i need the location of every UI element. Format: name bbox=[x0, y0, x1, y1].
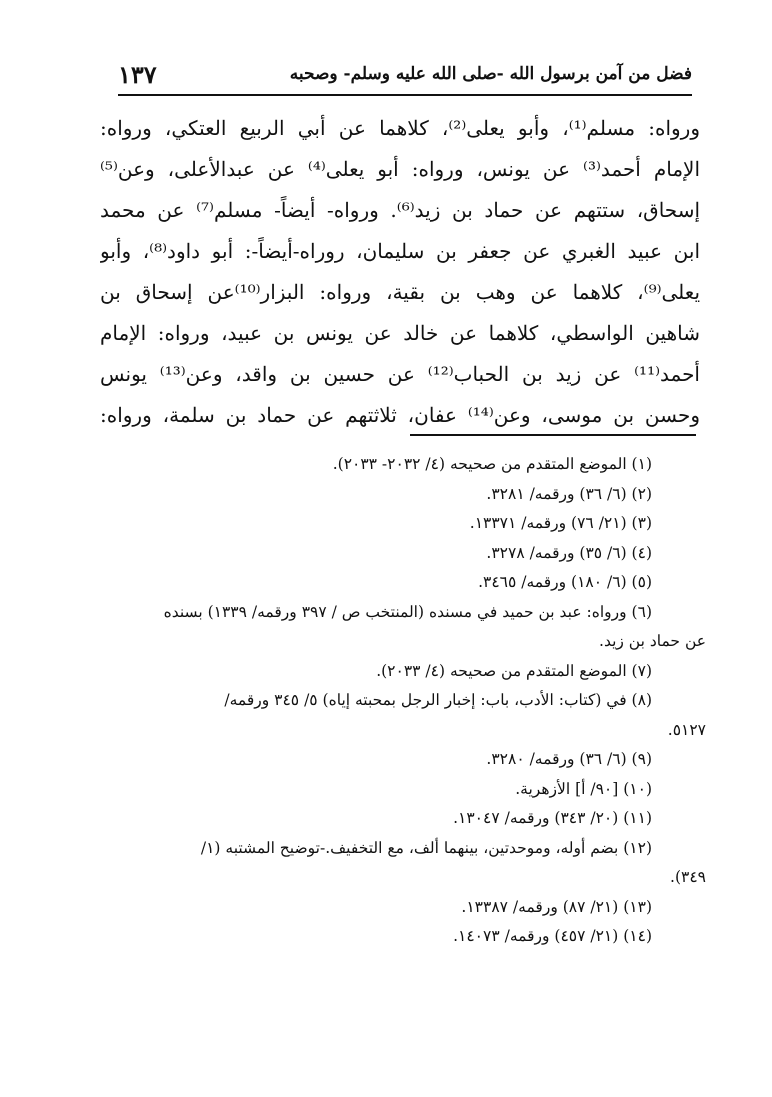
footnote-line: ٣٤٩). bbox=[670, 868, 706, 886]
text-line: أحمد⁽¹¹⁾ عن زيد بن الحباب⁽¹²⁾ عن حسين بن واقد، وعن⁽¹³⁾ يونس bbox=[100, 362, 700, 386]
page-header bbox=[118, 60, 692, 92]
footnote-line: ٥١٢٧. bbox=[667, 720, 706, 739]
footnote-line: (٧) الموضع المتقدم من صحيحه (٤/ ٢٠٣٣). bbox=[376, 661, 652, 680]
footnote-line: (٦) ورواه: عبد بن حميد في مسنده (المنتخب ص / ٣٩٧ ورقمه/ ١٣٣٩) بسنده bbox=[163, 602, 652, 621]
footnote-line: (١٠) [٩٠/ أ] الأزهرية. bbox=[515, 779, 652, 798]
footnote-line: (١٢) بضم أوله، وموحدتين، بينهما ألف، مع التخفيف.-توضيح المشتبه (١/ bbox=[200, 838, 652, 857]
text-line: ابن عبيد الغبري عن جعفر بن سليمان، روراه-أيضاً-: أبو داود⁽⁸⁾، وأبو bbox=[100, 239, 700, 263]
text-line: وحسن بن موسى، وعن⁽¹⁴⁾ عفان، ثلاثتهم عن حماد بن سلمة، ورواه: bbox=[100, 403, 700, 427]
text-line: يعلى⁽⁹⁾، كلاهما عن وهب بن بقية، ورواه: البزار⁽¹⁰⁾عن إسحاق بن bbox=[100, 280, 700, 304]
main-text bbox=[100, 108, 700, 436]
footnote-line: (٥) (٦/ ١٨٠) ورقمه/ ٣٤٦٥. bbox=[478, 573, 652, 591]
text-line: إسحاق، ستتهم عن حماد بن زيد⁽⁶⁾. ورواه- أيضاً- مسلم⁽⁷⁾ عن محمد bbox=[100, 198, 700, 222]
text-line: ورواه: مسلم⁽¹⁾، وأبو يعلى⁽²⁾، كلاهما عن أبي الربيع العتكي، ورواه: bbox=[100, 116, 700, 140]
footnote-line: (٤) (٦/ ٣٥) ورقمه/ ٣٢٧٨. bbox=[486, 543, 652, 562]
footnote-line: (١١) (٢٠/ ٣٤٣) ورقمه/ ١٣٠٤٧. bbox=[453, 809, 652, 827]
footnote-line: (٢) (٦/ ٣٦) ورقمه/ ٣٢٨١. bbox=[486, 484, 652, 503]
text-line: شاهين الواسطي، كلاهما عن خالد عن يونس بن عبيد، ورواه: الإمام bbox=[100, 321, 700, 345]
header-rule bbox=[118, 94, 692, 96]
running-title: فضل من آمن برسول الله -صلى الله عليه وسلم- وصحبه bbox=[289, 64, 692, 84]
footnote-line: (١٤) (٢١/ ٤٥٧) ورقمه/ ١٤٠٧٣. bbox=[453, 927, 652, 945]
footnote-line: عن حماد بن زيد. bbox=[599, 632, 706, 650]
footnotes bbox=[70, 450, 706, 952]
footnote-line: (١٣) (٢١/ ٨٧) ورقمه/ ١٣٣٨٧. bbox=[461, 897, 652, 916]
footnote-line: (٣) (٢١/ ٧٦) ورقمه/ ١٣٣٧١. bbox=[469, 514, 652, 532]
text-line: الإمام أحمد⁽³⁾ عن يونس، ورواه: أبو يعلى⁽⁴⁾ عن عبدالأعلى، وعن⁽⁵⁾ bbox=[100, 157, 700, 181]
page-number: ١٣٧ bbox=[118, 60, 157, 89]
footnote-line: (١) الموضع المتقدم من صحيحه (٤/ ٢٠٣٢- ٢٠٣٣). bbox=[332, 455, 652, 473]
footnote-line: (٩) (٦/ ٣٦) ورقمه/ ٣٢٨٠. bbox=[486, 750, 652, 768]
footnote-line: (٨) في (كتاب: الأدب، باب: إخبار الرجل بمحبته إياه) ٥/ ٣٤٥ ورقمه/ bbox=[224, 691, 652, 709]
footnote-separator bbox=[410, 434, 696, 436]
